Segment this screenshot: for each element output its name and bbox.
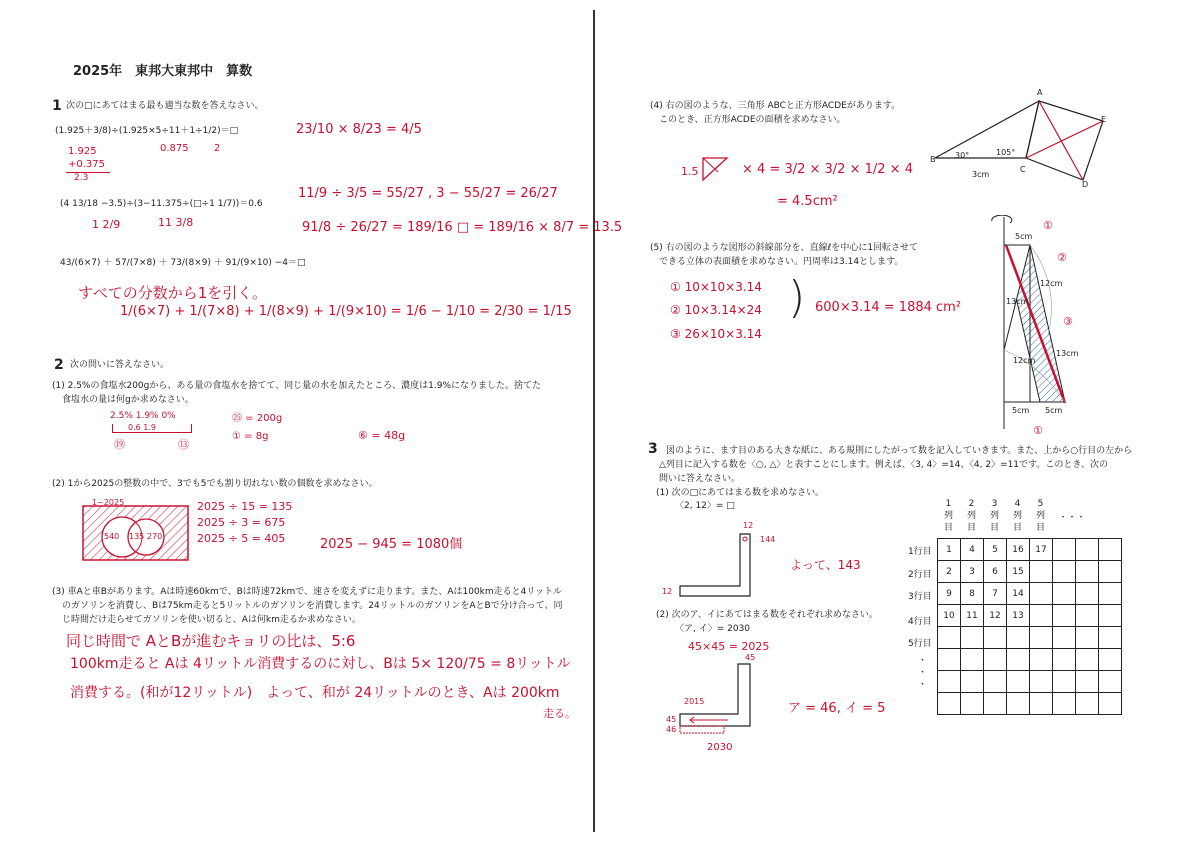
row-more: ・ ・ ・ — [918, 656, 928, 690]
q2-2-text: (2) 1から2025の整数の中で、3でも5でも割り切れない数の個数を求めなさい。 — [52, 479, 378, 489]
grid-cell: 16 — [1007, 539, 1030, 561]
q1-4-label-a: A — [1037, 88, 1043, 97]
row-header: 3行目 — [908, 592, 932, 602]
q1-1-work-1: 1.925 — [68, 146, 97, 157]
q2-1-diagram-2: 0.6 1.9 — [128, 423, 156, 432]
q2-2-work-2: 2025 ÷ 3 = 675 — [197, 516, 286, 529]
q2-3-text-2: のガソリンを消費し、Bは75km走ると5リットルのガソリンを消費します。24リットルのガソリンをAとBで分け合って、同 — [62, 601, 563, 611]
q1-4-work-triangle — [700, 156, 730, 184]
grid-cell — [1030, 561, 1053, 583]
q1-4-text-2: このとき、正方形ACDEの面積を求めなさい。 — [659, 115, 846, 125]
q1-4-work-2: × 4 = 3/2 × 3/2 × 1/2 × 4 — [742, 162, 913, 177]
grid-cell — [1030, 583, 1053, 605]
q1-1-work-3: 2.3 — [74, 173, 89, 183]
grid-cell: 7 — [984, 583, 1007, 605]
q2-3-work-2: 100km走ると Aは 4リットル消費するのに対し、Bは 5× 120/75 = 8リットル — [70, 656, 571, 672]
q1-4-label-c: C — [1020, 165, 1026, 174]
q3-2-expression: 〈ア, イ〉= 2030 — [675, 624, 751, 634]
q1-1-work-4: 0.875 — [160, 143, 189, 154]
q3-1-l-shape — [678, 530, 758, 600]
q1-5-len-lower-diag: 13cm — [1056, 349, 1079, 358]
grid-cell: 15 — [1007, 561, 1030, 583]
q1-5-len-upper-diag: 13cm — [1006, 297, 1029, 306]
grid-cell: 6 — [984, 561, 1007, 583]
q1-4-work-1: 1.5 — [681, 165, 699, 178]
q3-2-work-2: 45 — [745, 653, 756, 662]
grid-cell: 2 — [938, 561, 961, 583]
q2-2-work-1: 2025 ÷ 15 = 135 — [197, 500, 293, 513]
q2-3-text-3: じ時間だけ走らせてガソリンを使い切ると、Aは何km走るか求めなさい。 — [62, 615, 361, 625]
grid-cell: 17 — [1030, 539, 1053, 561]
q1-5-circle-1-top: ① — [1043, 219, 1053, 232]
row-header: 2行目 — [908, 570, 932, 580]
q1-4-text-1: (4) 右の図のような、三角形 ABCと正方形ACDEがあります。 — [650, 101, 901, 111]
q2-1-answer-2: ① = 8g — [232, 431, 269, 442]
section-3-text-1: 図のように、ます目のある大きな紙に、ある規則にしたがって数を記入していきます。また、上から○行目の左から — [666, 446, 1133, 456]
q2-1-answer-1: ㉕ = 200g — [232, 413, 283, 424]
q3-2-work-3: 2015 — [684, 697, 705, 706]
q1-2-work-1: 1 2/9 — [92, 218, 121, 231]
q1-2-work-2: 11 3/8 — [158, 216, 194, 229]
grid-cell: 5 — [984, 539, 1007, 561]
q1-1-work-2: +0.375 — [68, 159, 106, 170]
q3-2-work-4: 45 — [666, 715, 677, 724]
row-header: 4行目 — [908, 617, 932, 627]
q1-5-circle-3: ③ — [1063, 315, 1073, 328]
section-1-number: 1 — [52, 98, 62, 114]
grid-cell: 8 — [961, 583, 984, 605]
q2-1-answer-3: ⑥ = 48g — [358, 429, 406, 442]
q1-5-len-bottom-right: 5cm — [1045, 406, 1063, 415]
q2-1-diagram-1: 2.5% 1.9% 0% — [110, 411, 176, 421]
q1-4-angle-b: 30° — [955, 151, 970, 160]
section-2-instructions: 次の問いに答えなさい。 — [70, 360, 170, 370]
grid-cell: 9 — [938, 583, 961, 605]
q1-4-length: 3cm — [972, 170, 990, 179]
table-row — [938, 561, 1122, 583]
number-grid — [937, 538, 1122, 715]
section-2-number: 2 — [54, 357, 64, 373]
q2-3-text-1: (3) 車Aと車Bがあります。Aは時速60kmで、Bは時速72kmで、速さを変えずに走ります。また、Aは100km走ると4リットル — [52, 587, 563, 597]
grid-cell: 1 — [938, 539, 961, 561]
q3-1-answer: よって、143 — [790, 558, 861, 572]
q2-1-diagram-4: ⑬ — [178, 438, 189, 451]
grid-cell: 10 — [938, 605, 961, 627]
q2-1-text-1: (1) 2.5%の食塩水200gから、ある量の食塩水を捨てて、同じ量の水を加えたところ、濃度は1.9%になりました。捨てた — [52, 381, 542, 391]
q3-2-work-1: 45×45 = 2025 — [688, 640, 770, 653]
q2-3-work-4: 走る。 — [543, 707, 576, 720]
q1-5-work-1: ① 10×10×3.14 — [670, 280, 762, 294]
q2-2-venn-b: 270 — [147, 532, 163, 541]
table-row — [938, 605, 1122, 627]
q2-3-work-1: 同じ時間で AとBが進むキョリの比は、5:6 — [66, 632, 356, 650]
section-3-text-3: 問いに答えなさい。 — [659, 474, 741, 484]
column-header: 2 列 目 — [966, 499, 976, 533]
q3-1-work-2: 144 — [760, 535, 776, 544]
q2-2-venn-a: 540 — [104, 532, 120, 541]
column-header: 1 列 目 — [943, 499, 953, 533]
q3-2-work-6: 2030 — [707, 742, 733, 753]
q1-2-expression: (4 13/18 −3.5)÷(3−11.375÷(□÷1 1/7))＝0.6 — [60, 199, 263, 209]
grid-cell: 11 — [961, 605, 984, 627]
page-title: 2025年 東邦大東邦中 算数 — [73, 64, 253, 79]
q1-1-expression: (1.925＋3/8)÷(1.925×5÷11＋1÷1/2)＝□ — [55, 126, 239, 136]
row-header: 5行目 — [908, 639, 932, 649]
section-1-instructions: 次の□にあてはまる最も適当な数を答えなさい。 — [66, 101, 264, 111]
q1-4-label-d: D — [1082, 180, 1089, 189]
q1-5-text-2: できる立体の表面積を求めなさい。円周率は3.14とします。 — [659, 257, 904, 267]
grid-cell — [1030, 605, 1053, 627]
q1-1-answer: 23/10 × 8/23 = 4/5 — [296, 122, 422, 137]
grid-cell: 3 — [961, 561, 984, 583]
grid-cell: 13 — [1007, 605, 1030, 627]
column-more: ・・・ — [1058, 513, 1086, 523]
q1-5-work-2: ② 10×3.14×24 — [670, 303, 762, 317]
q1-4-label-b: B — [930, 155, 936, 164]
q1-5-answer: 600×3.14 = 1884 cm² — [815, 300, 962, 315]
q3-2-answer: ア = 46, イ = 5 — [788, 701, 886, 716]
q1-2-answer-1: 11/9 ÷ 3/5 = 55/27 , 3 − 55/27 = 26/27 — [298, 186, 558, 201]
q1-5-circle-1-bottom: ① — [1033, 424, 1043, 437]
q2-3-work-3: 消費する。(和が12リットル) よって、和が 24リットルのとき、Aは 200km — [70, 685, 560, 701]
grid-cell: 14 — [1007, 583, 1030, 605]
q3-column-headers — [937, 498, 1092, 538]
q1-5-circle-2: ② — [1057, 251, 1067, 264]
q2-2-answer: 2025 − 945 = 1080個 — [320, 537, 463, 552]
q2-2-work-3: 2025 ÷ 5 = 405 — [197, 532, 286, 545]
q1-5-len-lower-left: 12cm — [1013, 356, 1036, 365]
q1-4-label-e: E — [1101, 115, 1107, 124]
q2-1-text-2: 食塩水の量は何gか求めなさい。 — [62, 395, 194, 405]
q1-3-work-2: 1/(6×7) + 1/(7×8) + 1/(8×9) + 1/(9×10) = 1/6 − 1/10 = 2/30 = 1/15 — [120, 304, 572, 319]
q1-4-triangle-square-figure — [925, 88, 1115, 193]
q1-5-len-upper-right: 12cm — [1040, 279, 1063, 288]
q3-2-text: (2) 次のア、イにあてはまる数をそれぞれ求めなさい。 — [656, 610, 878, 620]
table-row — [938, 539, 1122, 561]
q3-2-work-5: 46 — [666, 725, 677, 734]
q1-1-work-5: 2 — [214, 143, 221, 154]
column-header: 4 列 目 — [1012, 499, 1022, 533]
section-3-number: 3 — [648, 441, 658, 457]
page-divider — [593, 10, 595, 832]
q1-5-text-1: (5) 右の図のような図形の斜線部分を、直線ℓを中心に1回転させて — [650, 243, 919, 253]
q3-1-expression: 〈2, 12〉= □ — [675, 501, 735, 511]
q1-4-answer: = 4.5cm² — [777, 194, 838, 209]
q2-1-diagram-3: ⑲ — [114, 438, 125, 451]
section-3-text-2: △列目に記入する数を〈○, △〉と表すことにします。例えば、〈3, 4〉=14、〈4, 2〉=11です。このとき、次の — [659, 460, 1108, 470]
q1-5-work-3: ③ 26×10×3.14 — [670, 327, 762, 341]
q1-4-angle-c: 105° — [996, 148, 1016, 157]
column-header: 3 列 目 — [989, 499, 999, 533]
q3-1-work-1: 12 — [743, 521, 754, 530]
table-row — [938, 583, 1122, 605]
q2-2-venn-label: 1~2025 — [92, 498, 125, 507]
column-header: 5 列 目 — [1035, 499, 1045, 533]
q1-2-answer-2: 91/8 ÷ 26/27 = 189/16 □ = 189/16 × 8/7 = 13.5 — [302, 220, 623, 235]
row-header: 1行目 — [908, 547, 932, 557]
q3-1-work-3: 12 — [662, 587, 673, 596]
q1-3-work-1: すべての分数から1を引く。 — [78, 284, 267, 302]
q1-3-expression: 43/(6×7) ＋ 57/(7×8) ＋ 73/(8×9) ＋ 91/(9×10) −4＝□ — [60, 258, 306, 268]
q1-5-len-bottom-left: 5cm — [1012, 406, 1030, 415]
q2-2-venn-both: 135 — [129, 532, 145, 541]
q1-5-bracket: ) — [788, 272, 806, 323]
q1-5-len-top: 5cm — [1015, 232, 1033, 241]
grid-cell: 12 — [984, 605, 1007, 627]
grid-cell: 4 — [961, 539, 984, 561]
q3-1-text: (1) 次の□にあてはまる数を求めなさい。 — [656, 488, 825, 498]
